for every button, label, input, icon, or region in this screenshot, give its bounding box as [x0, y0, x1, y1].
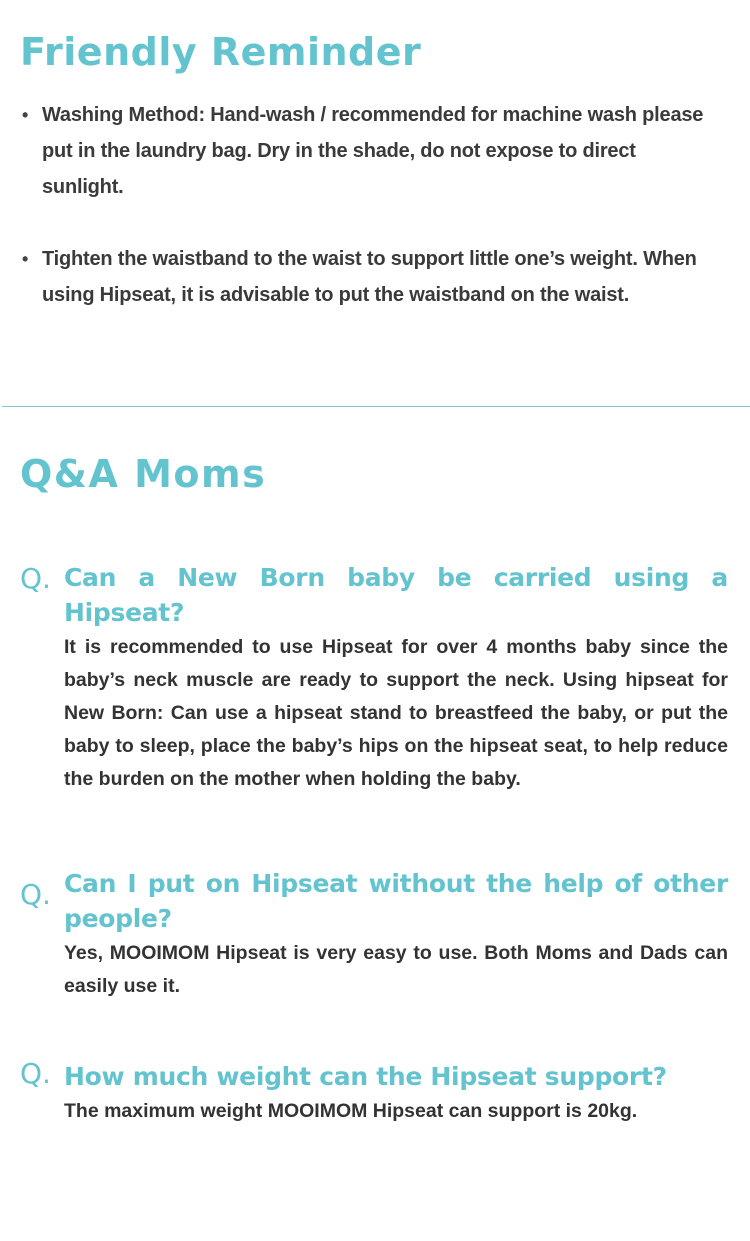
qa-item: [20, 560, 728, 796]
question-marker-icon: Q.: [20, 562, 51, 595]
reminder-item-text: Tighten the waistband to the waist to support little one’s weight. When using Hipseat, it is advisable to put the waistband on the waist.: [42, 248, 697, 306]
qa-item: [20, 1059, 728, 1128]
reminder-item: [20, 241, 720, 313]
answer-text: Yes, MOOIMOM Hipseat is very easy to use. Both Moms and Dads can easily use it.: [64, 942, 728, 997]
question-text: Can I put on Hipseat without the help of other people?: [64, 869, 728, 933]
bullet-dot-icon: •: [22, 249, 29, 269]
answer-text: It is recommended to use Hipseat for over 4 months baby since the baby’s neck muscle are ready to support the neck. Using hipseat for New Born: Can use a hipseat stand to breastfeed the baby, or put the baby to sleep, place the baby’s hips on the hipseat seat, to help reduce the burden on the mother when holding the baby.: [64, 636, 728, 790]
question-text: Can a New Born baby be carried using a Hipseat?: [64, 563, 728, 627]
section-divider: [2, 406, 750, 407]
reminder-item-text: Washing Method: Hand-wash / recommended for machine wash please put in the laundry bag. Dry in the shade, do not expose to direct sunlight.: [42, 104, 704, 198]
reminder-item: [20, 97, 720, 205]
question-text: How much weight can the Hipseat support?: [64, 1062, 667, 1091]
question-marker-icon: Q.: [20, 878, 51, 911]
bullet-dot-icon: •: [22, 105, 29, 125]
question-marker-icon: Q.: [20, 1057, 51, 1090]
friendly-reminder-title: Friendly Reminder: [20, 30, 422, 74]
qa-item: [20, 866, 728, 1003]
qa-section-title: Q&A Moms: [20, 452, 267, 496]
answer-text: The maximum weight MOOIMOM Hipseat can support is 20kg.: [64, 1100, 638, 1122]
